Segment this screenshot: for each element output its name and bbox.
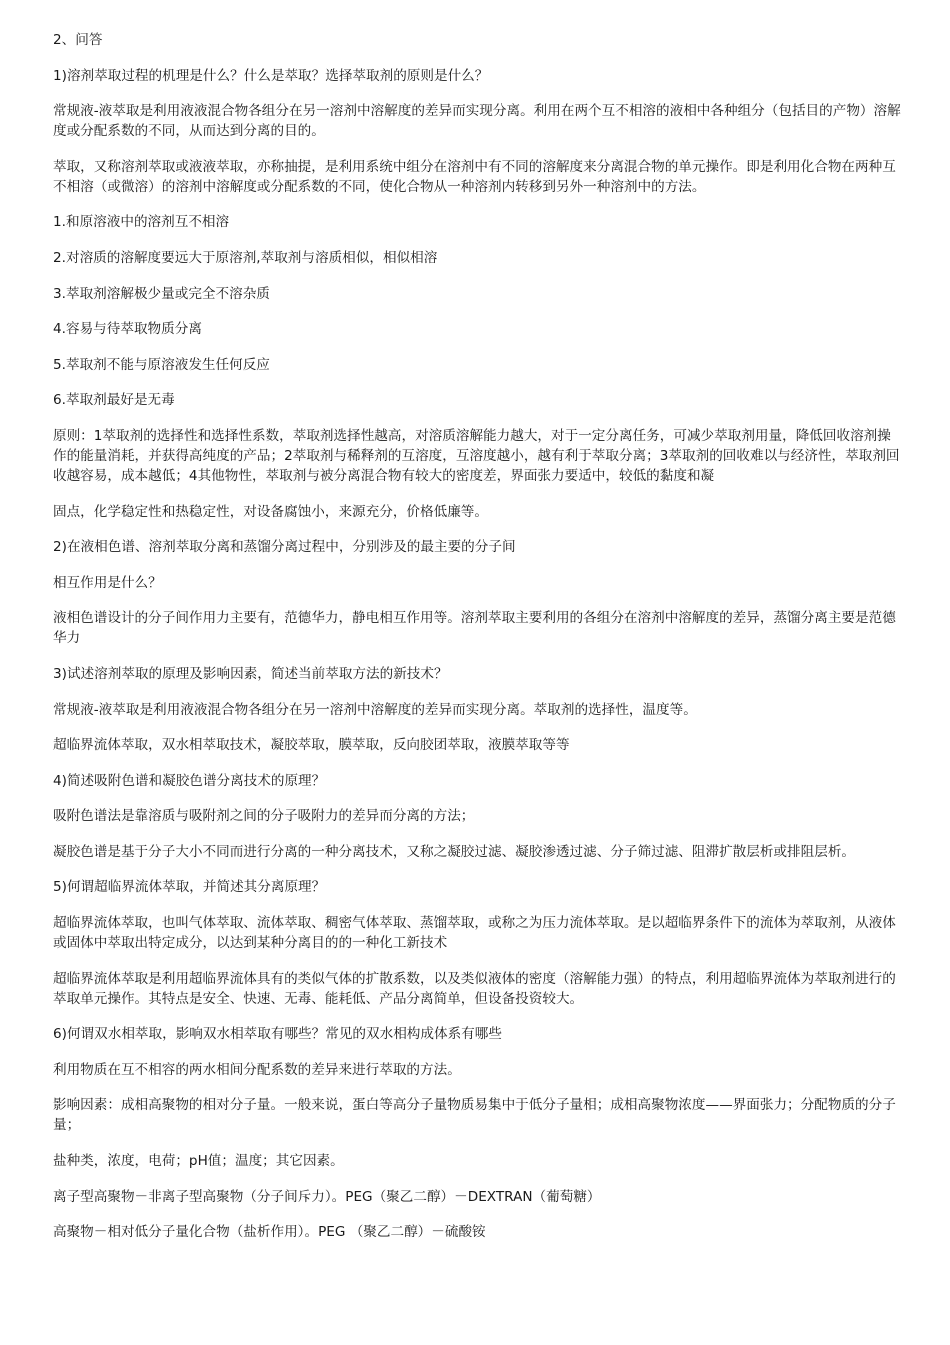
answer-paragraph: 液相色谱设计的分子间作用力主要有，范德华力，静电相互作用等。溶剂萃取主要利用的各组分在溶剂中溶解度的差异，蒸馏分离主要是范德华力	[53, 610, 896, 647]
answer-paragraph: 高聚物－相对低分子量化合物（盐析作用）。PEG （聚乙二醇）－硫酸铵	[53, 1224, 486, 1241]
list-item: 2.对溶质的溶解度要远大于原溶剂,萃取剂与溶质相似，相似相溶	[53, 249, 438, 266]
answer-paragraph: 超临界流体萃取，也叫气体萃取、流体萃取、稠密气体萃取、蒸馏萃取，或称之为压力流体萃取。是以超临界条件下的流体为萃取剂，从液体或固体中萃取出特定成分，以达到某种分离目的的一种化工新技术	[53, 915, 896, 952]
list-item: 6.萃取剂最好是无毒	[53, 392, 175, 409]
answer-paragraph: 萃取，又称溶剂萃取或液液萃取，亦称抽提，是利用系统中组分在溶剂中有不同的溶解度来分离混合物的单元操作。即是利用化合物在两种互不相溶（或微溶）的溶剂中溶解度或分配系数的不同，使化合物从一种溶剂内转移到另外一种溶剂中的方法。	[53, 158, 896, 195]
list-item: 4.容易与待萃取物质分离	[53, 321, 202, 338]
question-2: 2)在液相色谱、溶剂萃取分离和蒸馏分离过程中，分别涉及的最主要的分子间	[53, 539, 516, 556]
list-item: 3.萃取剂溶解极少量或完全不溶杂质	[53, 285, 270, 302]
answer-paragraph: 固点，化学稳定性和热稳定性，对设备腐蚀小，来源充分，价格低廉等。	[53, 503, 488, 520]
document-page	[53, 30, 903, 1258]
section-heading: 2、问答	[53, 32, 103, 48]
answer-paragraph: 常规液-液萃取是利用液液混合物各组分在另一溶剂中溶解度的差异而实现分离。萃取剂的选择性，温度等。	[53, 701, 697, 718]
answer-paragraph: 盐种类，浓度，电荷；pH值；温度；其它因素。	[53, 1153, 344, 1170]
answer-paragraph: 影响因素：成相高聚物的相对分子量。一般来说，蛋白等高分子量物质易集中于低分子量相；成相高聚物浓度——界面张力；分配物质的分子量；	[53, 1097, 896, 1134]
question-4: 4)简述吸附色谱和凝胶色谱分离技术的原理？	[53, 772, 326, 789]
question-6: 6)何谓双水相萃取，影响双水相萃取有哪些？常见的双水相构成体系有哪些	[53, 1026, 502, 1043]
list-item: 1.和原溶液中的溶剂互不相溶	[53, 214, 230, 231]
question-3: 3)试述溶剂萃取的原理及影响因素，简述当前萃取方法的新技术？	[53, 665, 448, 682]
answer-paragraph: 原则：1萃取剂的选择性和选择性系数，萃取剂选择性越高，对溶质溶解能力越大，对于一定分离任务，可减少萃取剂用量，降低回收溶剂操作的能量消耗，并获得高纯度的产品；2萃取剂与稀释剂的互溶度，互溶度越小，越有利于萃取分离；3萃取剂的回收难以与经济性，萃取剂回收越容易，成本越低；4其他物性，萃取剂与被分离混合物有较大的密度差，界面张力要适中，较低的黏度和凝	[53, 427, 900, 484]
answer-paragraph: 超临界流体萃取，双水相萃取技术，凝胶萃取，膜萃取，反向胶团萃取，液膜萃取等等	[53, 737, 570, 754]
question-5: 5)何谓超临界流体萃取，并简述其分离原理？	[53, 879, 326, 896]
answer-paragraph: 常规液-液萃取是利用液液混合物各组分在另一溶剂中溶解度的差异而实现分离。利用在两个互不相溶的液相中各种组分（包括目的产物）溶解度或分配系数的不同，从而达到分离的目的。	[53, 103, 901, 140]
answer-paragraph: 利用物质在互不相容的两水相间分配系数的差异来进行萃取的方法。	[53, 1061, 461, 1078]
answer-paragraph: 凝胶色谱是基于分子大小不同而进行分离的一种分离技术，又称之凝胶过滤、凝胶渗透过滤、分子筛过滤、阻滞扩散层析或排阻层析。	[53, 843, 856, 860]
question-1: 1)溶剂萃取过程的机理是什么？什么是萃取？选择萃取剂的原则是什么？	[53, 67, 489, 84]
answer-paragraph: 离子型高聚物－非离子型高聚物（分子间斥力）。PEG（聚乙二醇）－DEXTRAN（葡萄糖）	[53, 1188, 601, 1205]
question-2-continued: 相互作用是什么？	[53, 574, 162, 591]
list-item: 5.萃取剂不能与原溶液发生任何反应	[53, 356, 270, 373]
answer-paragraph: 超临界流体萃取是利用超临界流体具有的类似气体的扩散系数，以及类似液体的密度（溶解能力强）的特点，利用超临界流体为萃取剂进行的萃取单元操作。其特点是安全、快速、无毒、能耗低、产品分离简单，但设备投资较大。	[53, 970, 896, 1007]
answer-paragraph: 吸附色谱法是靠溶质与吸附剂之间的分子吸附力的差异而分离的方法；	[53, 808, 475, 825]
